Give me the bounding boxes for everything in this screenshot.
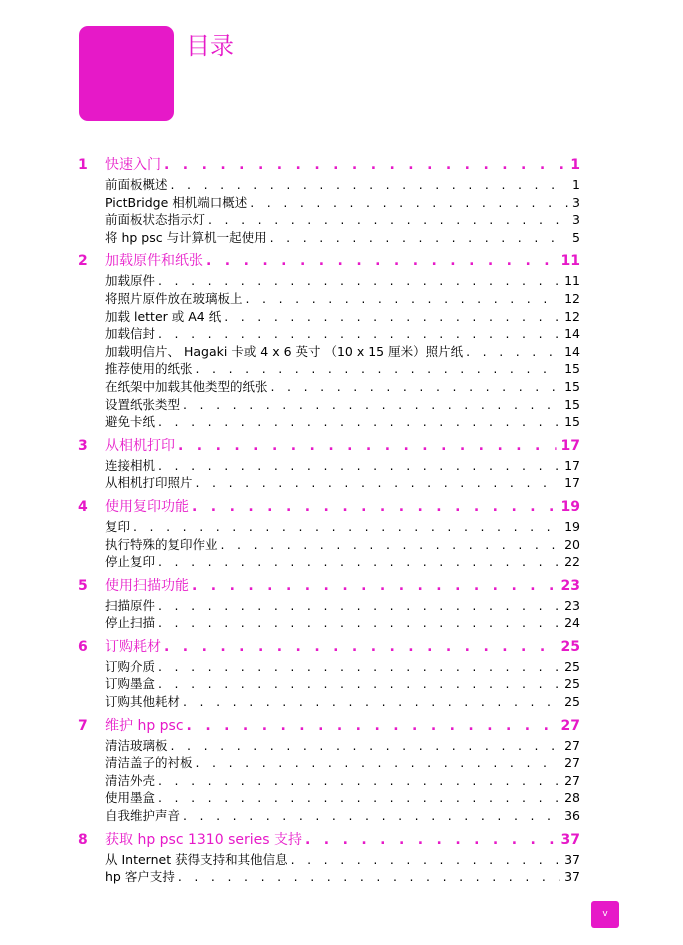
chapter-page-number: 19 — [560, 498, 580, 515]
entry-title: hp 客户支持 — [105, 869, 175, 885]
dot-leader — [180, 396, 560, 414]
entry-page-number: 25 — [564, 658, 580, 674]
dot-leader — [168, 176, 569, 194]
toc-entry-link[interactable] — [78, 378, 580, 396]
toc-entry-link[interactable] — [78, 413, 580, 431]
entry-title: 订购墨盒 — [105, 676, 156, 692]
entry-title: 订购介质 — [105, 658, 156, 674]
chapter-title: 从相机打印 — [105, 437, 175, 454]
entry-title: 扫描原件 — [105, 597, 156, 613]
chapter-title: 维护 hp psc — [105, 717, 184, 734]
entry-page-number: 19 — [564, 518, 580, 534]
dot-leader — [288, 851, 561, 869]
toc-entry-link[interactable] — [78, 272, 580, 290]
toc-entry-link[interactable] — [78, 675, 580, 693]
toc-entry-link[interactable] — [78, 457, 580, 475]
dot-leader — [155, 272, 560, 290]
entry-title: 设置纸张类型 — [105, 396, 181, 412]
chapter-number: 3 — [78, 437, 88, 454]
dot-leader — [155, 325, 560, 343]
dot-leader — [189, 496, 557, 518]
entry-page-number: 17 — [564, 457, 580, 473]
chapter-title: 使用扫描功能 — [105, 577, 189, 594]
entry-page-number: 25 — [564, 676, 580, 692]
chapter-title: 使用复印功能 — [105, 498, 189, 515]
dot-leader — [155, 658, 560, 676]
toc-entry-link[interactable] — [78, 396, 580, 414]
toc-entry-link[interactable] — [78, 789, 580, 807]
page-title: 目录 — [186, 32, 234, 60]
chapter-number: 6 — [78, 638, 88, 655]
dot-leader — [203, 250, 557, 272]
chapter-title: 订购耗材 — [105, 638, 161, 655]
toc-entry-link[interactable] — [78, 176, 580, 194]
entry-title: 复印 — [105, 518, 131, 534]
entry-page-number: 28 — [564, 790, 580, 806]
entry-page-number: 22 — [564, 554, 580, 570]
entry-title: 将 hp psc 与计算机一起使用 — [105, 229, 267, 245]
toc-entry-link[interactable] — [78, 851, 580, 869]
toc-entry-link[interactable] — [78, 658, 580, 676]
toc-chapter — [78, 435, 580, 492]
chapter-page-number: 23 — [560, 577, 580, 594]
toc-entry-link[interactable] — [78, 693, 580, 711]
entry-title: 停止复印 — [105, 554, 156, 570]
entry-page-number: 15 — [564, 414, 580, 430]
entry-title: 执行特殊的复印作业 — [105, 536, 218, 552]
chapter-page-number: 27 — [560, 717, 580, 734]
chapter-number: 8 — [78, 831, 88, 848]
dot-leader — [205, 211, 568, 229]
dot-leader — [180, 693, 560, 711]
toc-chapter — [78, 496, 580, 571]
entry-page-number: 1 — [572, 177, 580, 192]
toc-entry-link[interactable] — [78, 553, 580, 571]
entry-title: 前面板状态指示灯 — [105, 212, 206, 228]
dot-leader — [463, 343, 560, 361]
dot-leader — [155, 457, 560, 475]
dot-leader — [155, 614, 560, 632]
dot-leader — [155, 789, 560, 807]
toc-entry-link[interactable] — [78, 194, 580, 212]
entry-page-number: 15 — [564, 361, 580, 377]
toc-chapter — [78, 575, 580, 632]
entry-title: 自我维护声音 — [105, 808, 181, 824]
toc-entry-link[interactable] — [78, 597, 580, 615]
page-number-badge: v — [591, 901, 619, 928]
toc-chapter — [78, 154, 580, 246]
dot-leader — [130, 518, 560, 536]
chapter-number: 5 — [78, 577, 88, 594]
entry-title: 将照片原件放在玻璃板上 — [105, 290, 243, 306]
dot-leader — [247, 194, 568, 212]
entry-title: 停止扫描 — [105, 615, 156, 631]
chapter-color-block — [79, 26, 174, 121]
dot-leader — [302, 829, 557, 851]
entry-page-number: 11 — [564, 273, 580, 289]
entry-page-number: 14 — [564, 326, 580, 342]
chapter-number: 4 — [78, 498, 88, 515]
entry-page-number: 23 — [564, 597, 580, 613]
entry-title: 从相机打印照片 — [105, 475, 193, 491]
dot-leader — [168, 737, 561, 755]
chapter-number: 7 — [78, 717, 88, 734]
entry-title: 连接相机 — [105, 457, 156, 473]
chapter-number: 2 — [78, 253, 88, 270]
toc-entry-link[interactable] — [78, 211, 580, 229]
entry-title: 加载明信片、 Hagaki 卡或 4 x 6 英寸 （10 x 15 厘米）照片纸 — [105, 343, 464, 359]
entry-page-number: 27 — [564, 772, 580, 788]
dot-leader — [193, 360, 561, 378]
toc-chapter-link[interactable] — [78, 636, 580, 658]
toc-chapter — [78, 636, 580, 711]
entry-page-number: 3 — [572, 194, 580, 210]
entry-page-number: 24 — [564, 615, 580, 631]
toc-chapter-link[interactable] — [78, 496, 580, 518]
toc-chapter — [78, 715, 580, 825]
dot-leader — [175, 435, 557, 457]
toc-chapter — [78, 250, 580, 430]
entry-page-number: 3 — [572, 212, 580, 228]
chapter-page-number: 11 — [560, 253, 580, 270]
entry-title: 清洁玻璃板 — [105, 737, 168, 753]
entry-page-number: 36 — [564, 808, 580, 824]
entry-title: 加载信封 — [105, 326, 156, 342]
chapter-title: 快速入门 — [105, 157, 161, 173]
toc-chapter-link[interactable] — [78, 715, 580, 737]
toc-chapter-link[interactable] — [78, 575, 580, 597]
toc-entry-link[interactable] — [78, 229, 580, 247]
toc-entry-link[interactable] — [78, 807, 580, 825]
entry-page-number: 37 — [564, 869, 580, 885]
toc-entry-link[interactable] — [78, 518, 580, 536]
dot-leader — [155, 597, 560, 615]
entry-title: 清洁外壳 — [105, 772, 156, 788]
dot-leader — [155, 772, 560, 790]
entry-page-number: 27 — [564, 737, 580, 753]
dot-leader — [193, 754, 561, 772]
entry-title: PictBridge 相机端口概述 — [105, 194, 248, 210]
dot-leader — [161, 636, 557, 658]
toc-entry-link[interactable] — [78, 772, 580, 790]
entry-title: 订购其他耗材 — [105, 694, 181, 710]
dot-leader — [180, 807, 560, 825]
dot-leader — [155, 675, 560, 693]
dot-leader — [243, 290, 561, 308]
dot-leader — [218, 536, 561, 554]
entry-title: 加载原件 — [105, 273, 156, 289]
dot-leader — [193, 474, 561, 492]
dot-leader — [175, 868, 560, 886]
entry-page-number: 5 — [572, 229, 580, 245]
dot-leader — [221, 308, 560, 326]
entry-page-number: 37 — [564, 851, 580, 867]
toc-chapter-link[interactable] — [78, 250, 580, 272]
toc-entry-link[interactable] — [78, 754, 580, 772]
entry-page-number: 17 — [564, 475, 580, 491]
toc-chapter-link[interactable] — [78, 435, 580, 457]
toc-chapter-link[interactable] — [78, 154, 580, 176]
chapter-title: 获取 hp psc 1310 series 支持 — [105, 831, 302, 848]
entry-title: 使用墨盒 — [105, 790, 156, 806]
dot-leader — [155, 413, 560, 431]
toc-chapter-link[interactable] — [78, 829, 580, 851]
entry-page-number: 25 — [564, 694, 580, 710]
table-of-contents — [78, 150, 580, 886]
entry-title: 避免卡纸 — [105, 414, 156, 430]
chapter-page-number: 17 — [560, 437, 580, 454]
entry-title: 从 Internet 获得支持和其他信息 — [105, 851, 288, 867]
toc-entry-link[interactable] — [78, 614, 580, 632]
toc-entry-link[interactable] — [78, 360, 580, 378]
entry-page-number: 14 — [564, 343, 580, 359]
entry-title: 加载 letter 或 A4 纸 — [105, 308, 222, 324]
toc-chapter — [78, 829, 580, 886]
toc-entry-link[interactable] — [78, 536, 580, 554]
dot-leader — [189, 575, 557, 597]
toc-entry-link[interactable] — [78, 290, 580, 308]
entry-page-number: 20 — [564, 536, 580, 552]
toc-entry-link[interactable] — [78, 308, 580, 326]
entry-page-number: 12 — [564, 290, 580, 306]
dot-leader — [184, 715, 557, 737]
chapter-number: 1 — [78, 157, 88, 173]
toc-entry-link[interactable] — [78, 325, 580, 343]
toc-entry-link[interactable] — [78, 474, 580, 492]
dot-leader — [268, 378, 561, 396]
entry-title: 清洁盖子的衬板 — [105, 755, 193, 771]
toc-entry-link[interactable] — [78, 868, 580, 886]
chapter-page-number: 37 — [560, 831, 580, 848]
entry-title: 推荐使用的纸张 — [105, 361, 193, 377]
entry-page-number: 12 — [564, 308, 580, 324]
entry-page-number: 15 — [564, 378, 580, 394]
chapter-page-number: 25 — [560, 638, 580, 655]
dot-leader — [161, 154, 566, 176]
entry-page-number: 27 — [564, 755, 580, 771]
toc-entry-link[interactable] — [78, 737, 580, 755]
toc-entry-link[interactable] — [78, 343, 580, 361]
entry-title: 在纸架中加载其他类型的纸张 — [105, 378, 268, 394]
chapter-page-number: 1 — [570, 157, 580, 173]
entry-page-number: 15 — [564, 396, 580, 412]
entry-title: 前面板概述 — [105, 177, 168, 192]
dot-leader — [267, 229, 568, 247]
dot-leader — [155, 553, 560, 571]
chapter-title: 加载原件和纸张 — [105, 253, 203, 270]
